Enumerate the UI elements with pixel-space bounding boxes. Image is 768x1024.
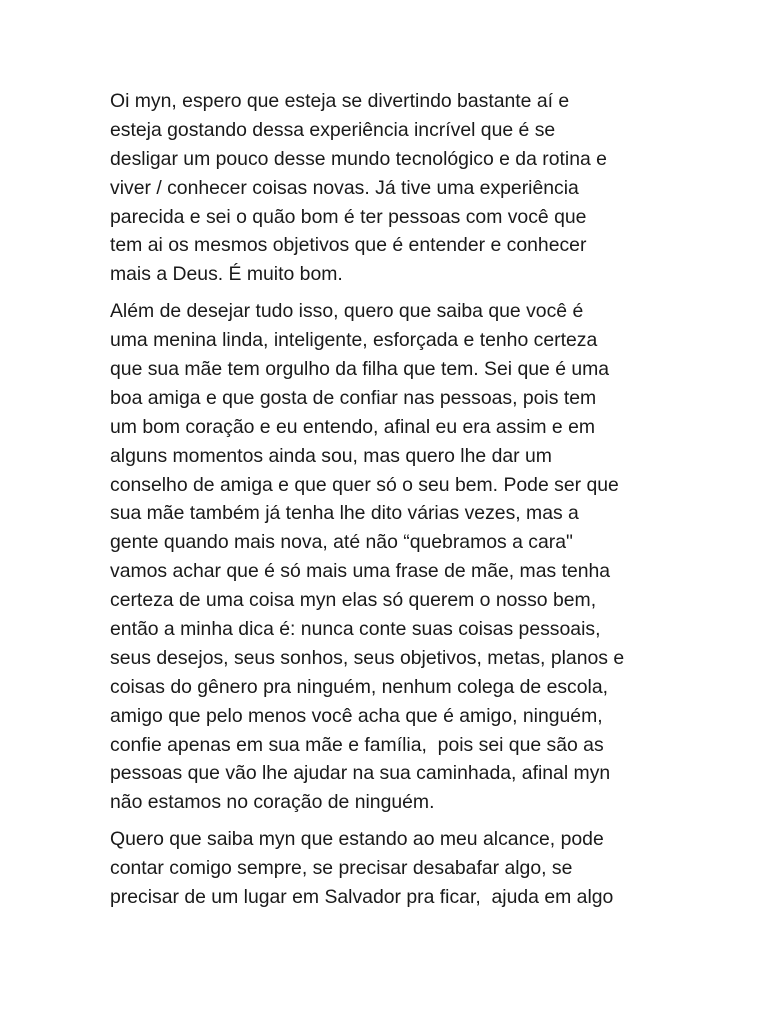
text-line: gente quando mais nova, até não “quebramos a cara" bbox=[110, 531, 573, 554]
text-line: não estamos no coração de ninguém. bbox=[110, 791, 435, 814]
text-line: então a minha dica é: nunca conte suas coisas pessoais, bbox=[110, 618, 601, 641]
letter-body bbox=[110, 87, 662, 920]
text-line: pessoas que vão lhe ajudar na sua caminhada, afinal myn bbox=[110, 762, 611, 785]
text-line: que sua mãe tem orgulho da filha que tem. Sei que é uma bbox=[110, 358, 610, 381]
text-line: Além de desejar tudo isso, quero que saiba que você é bbox=[110, 300, 584, 323]
text-line: vamos achar que é só mais uma frase de mãe, mas tenha bbox=[110, 560, 611, 583]
text-line: Quero que saiba myn que estando ao meu alcance, pode bbox=[110, 828, 604, 851]
text-line: parecida e sei o quão bom é ter pessoas com você que bbox=[110, 205, 587, 228]
text-line: sua mãe também já tenha lhe dito várias vezes, mas a bbox=[110, 502, 579, 525]
text-line: mais a Deus. É muito bom. bbox=[110, 263, 343, 286]
text-line: certeza de uma coisa myn elas só querem o nosso bem, bbox=[110, 589, 597, 612]
paragraph-3 bbox=[110, 825, 662, 912]
text-line: conselho de amiga e que quer só o seu bem. Pode ser que bbox=[110, 473, 619, 496]
text-line: confie apenas em sua mãe e família, pois sei que são as bbox=[110, 733, 604, 756]
text-line: uma menina linda, inteligente, esforçada e tenho certeza bbox=[110, 329, 598, 352]
paragraph-2 bbox=[110, 297, 662, 817]
text-line: tem ai os mesmos objetivos que é entender e conhecer bbox=[110, 234, 587, 257]
text-line: boa amiga e que gosta de confiar nas pessoas, pois tem bbox=[110, 386, 597, 409]
text-line: esteja gostando dessa experiência incrível que é se bbox=[110, 118, 556, 141]
text-line: contar comigo sempre, se precisar desabafar algo, se bbox=[110, 857, 573, 880]
text-line: um bom coração e eu entendo, afinal eu era assim e em bbox=[110, 415, 596, 438]
text-line: Oi myn, espero que esteja se divertindo bastante aí e bbox=[110, 90, 570, 112]
text-line: precisar de um lugar em Salvador pra ficar, ajuda em algo bbox=[110, 886, 614, 909]
text-line: coisas do gênero pra ninguém, nenhum colega de escola, bbox=[110, 675, 609, 698]
paragraph-1 bbox=[110, 87, 662, 289]
text-line: seus desejos, seus sonhos, seus objetivos, metas, planos e bbox=[110, 646, 625, 669]
text-line: amigo que pelo menos você acha que é amigo, ninguém, bbox=[110, 704, 603, 727]
text-line: viver / conhecer coisas novas. Já tive uma experiência bbox=[110, 176, 579, 199]
text-line: alguns momentos ainda sou, mas quero lhe dar um bbox=[110, 444, 552, 467]
text-line: desligar um pouco desse mundo tecnológico e da rotina e bbox=[110, 147, 607, 170]
